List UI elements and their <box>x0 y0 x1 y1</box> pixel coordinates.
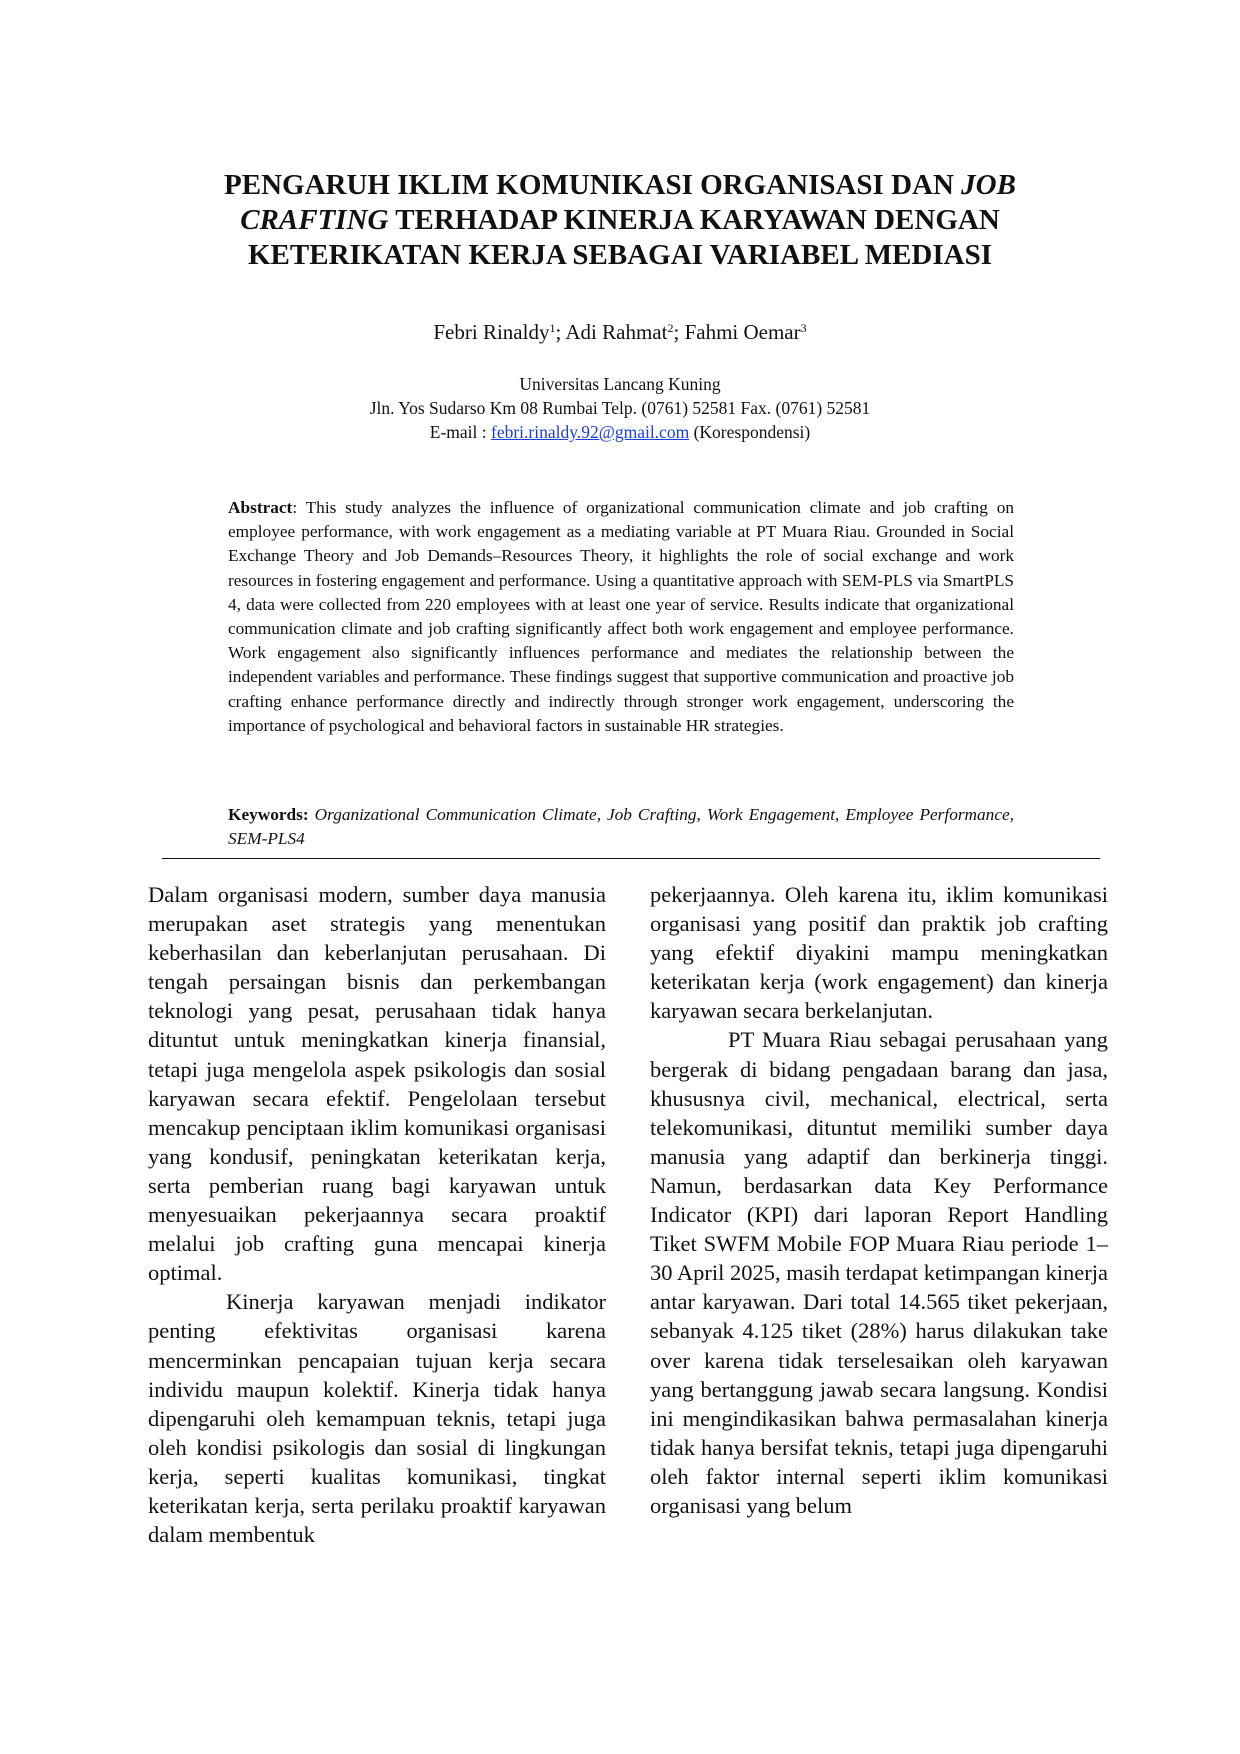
body-paragraph: PT Muara Riau sebagai perusahaan yang bergerak di bidang pengadaan barang dan jasa, khususnya civil, mechanical, electrical, serta telekomunikasi, dituntut memiliki sumber daya manusia yang adaptif dan berkinerja tinggi. Namun, berdasarkan data Key Performance Indicator (KPI) dari laporan Report Handling Tiket SWFM Mobile FOP Muara Riau periode 1–30 April 2025, masih terdapat ketimpangan kinerja antar karyawan. Dari total 14.565 tiket pekerjaan, sebanyak 4.125 tiket (28%) harus dilakukan take over karena tidak terselesaikan oleh karyawan yang bertanggung jawab secara langsung. Kondisi ini mengindikasikan bahwa permasalahan kinerja tidak hanya bersifat teknis, tetapi juga dipengaruhi oleh faktor internal seperti iklim komunikasi organisasi yang belum <box>650 1027 1109 1518</box>
affiliation-block <box>200 372 1040 444</box>
email-label: E-mail : <box>429 422 491 442</box>
author-name: Fahmi Oemar <box>684 320 801 344</box>
keywords-text: Organizational Communication Climate, Job Crafting, Work Engagement, Employee Performance, SEM-PLS4 <box>228 805 1014 849</box>
author-list <box>200 318 1040 346</box>
email-note: (Korespondensi) <box>689 422 811 442</box>
author-affiliation-mark: 3 <box>800 321 807 335</box>
body-paragraph: Kinerja karyawan menjadi indikator penting efektivitas organisasi karena mencerminkan pencapaian tujuan kerja secara individu maupun kolektif. Kinerja tidak hanya dipengaruhi oleh kemampuan teknis, tetapi juga oleh kondisi psikologis dan sosial di lingkungan kerja, seperti kualitas komunikasi, tingkat keterikatan kerja, serta perilaku proaktif karyawan dalam membentuk <box>148 1289 606 1548</box>
author-separator: ; <box>555 320 566 344</box>
abstract-label: Abstract <box>228 498 293 517</box>
paper-title <box>200 168 1040 273</box>
keywords-label: Keywords: <box>228 805 309 824</box>
section-divider <box>162 858 1100 859</box>
body-column-left <box>148 880 606 1549</box>
author-affiliation-mark: 1 <box>549 321 556 335</box>
author-separator: ; <box>673 320 685 344</box>
institution-name: Universitas Lancang Kuning <box>519 374 721 394</box>
author-name: Febri Rinaldy <box>433 320 550 344</box>
body-column-right <box>650 880 1108 1520</box>
author-name: Adi Rahmat <box>565 320 668 344</box>
body-paragraph: pekerjaannya. Oleh karena itu, iklim komunikasi organisasi yang positif dan praktik job crafting yang efektif diyakini mampu meningkatkan keterikatan kerja (work engagement) dan kinerja karyawan secara berkelanjutan. <box>650 882 1108 1024</box>
contact-line <box>200 420 1040 444</box>
body-paragraph: Dalam organisasi modern, sumber daya manusia merupakan aset strategis yang menentukan keberhasilan dan keberlanjutan perusahaan. Di tengah persaingan bisnis dan perkembangan teknologi yang pesat, perusahaan tidak hanya dituntut untuk meningkatkan kinerja finansial, tetapi juga mengelola aspek psikologis dan sosial karyawan secara efektif. Pengelolaan tersebut mencakup penciptaan iklim komunikasi organisasi yang kondusif, peningkatan keterikatan kerja, serta pemberian ruang bagi karyawan untuk menyesuaikan pekerjaannya secara proaktif melalui job crafting guna mencapai kinerja optimal. <box>148 882 606 1286</box>
abstract <box>228 496 1014 738</box>
title-part-2: TERHADAP KINERJA KARYAWAN DENGAN KETERIKATAN KERJA SEBAGAI VARIABEL MEDIASI <box>248 204 1000 271</box>
title-part-1: PENGARUH IKLIM KOMUNIKASI ORGANISASI DAN <box>224 169 962 201</box>
keywords <box>228 803 1014 851</box>
institution-address: Jln. Yos Sudarso Km 08 Rumbai Telp. (0761) 52581 Fax. (0761) 52581 <box>369 398 871 418</box>
title-italic-term: JOB CRAFTING <box>240 169 1016 236</box>
author-affiliation-mark: 2 <box>667 321 674 335</box>
abstract-text: : This study analyzes the influence of organizational communication climate and job crafting on employee performance, with work engagement as a mediating variable at PT Muara Riau. Grounded in Social Exchange Theory and Job Demands–Resources Theory, it highlights the role of social exchange and work resources in fostering engagement and performance. Using a quantitative approach with SEM-PLS via SmartPLS 4, data were collected from 220 employees with at least one year of service. Results indicate that organizational communication climate and job crafting significantly affect both work engagement and employee performance. Work engagement also significantly influences performance and mediates the relationship between the independent variables and performance. These findings suggest that supportive communication and proactive job crafting enhance performance directly and indirectly through stronger work engagement, underscoring the importance of psychological and behavioral factors in sustainable HR strategies. <box>228 498 1014 735</box>
email-link[interactable]: febri.rinaldy.92@gmail.com <box>491 422 690 442</box>
